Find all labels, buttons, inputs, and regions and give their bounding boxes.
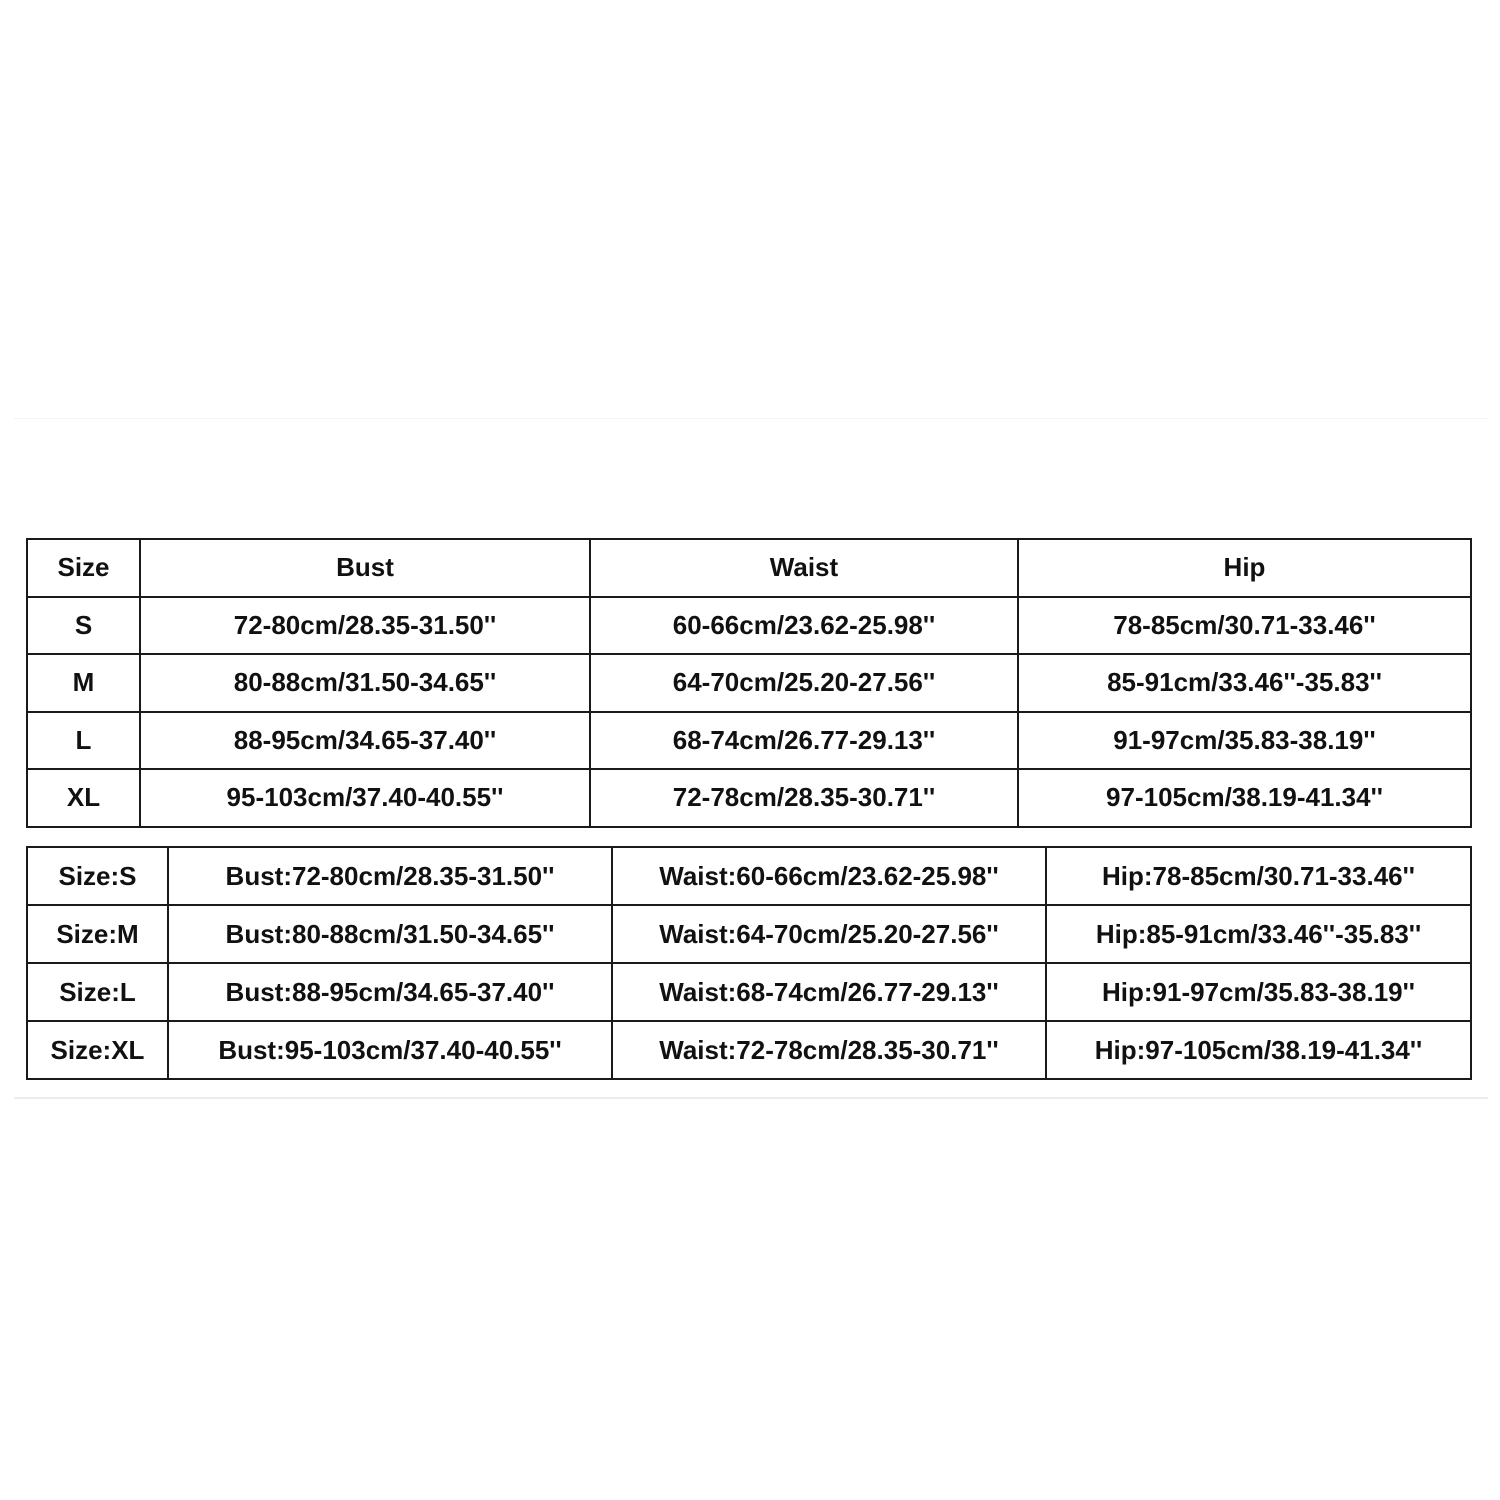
header-waist: Waist (590, 539, 1018, 597)
bust-cell: 72-80cm/28.35-31.50'' (140, 597, 590, 655)
waist-cell: Waist:60-66cm/23.62-25.98'' (612, 847, 1046, 905)
waist-cell: Waist:68-74cm/26.77-29.13'' (612, 963, 1046, 1021)
hip-cell: 78-85cm/30.71-33.46'' (1018, 597, 1471, 655)
table-row (27, 597, 1471, 655)
divider-line (14, 1097, 1488, 1099)
size-cell: Size:M (27, 905, 168, 963)
size-cell: Size:S (27, 847, 168, 905)
bust-cell: Bust:72-80cm/28.35-31.50'' (168, 847, 612, 905)
size-cell: S (27, 597, 140, 655)
table-row (27, 712, 1471, 770)
header-bust: Bust (140, 539, 590, 597)
bust-cell: 95-103cm/37.40-40.55'' (140, 769, 590, 827)
header-size: Size (27, 539, 140, 597)
table-row (27, 654, 1471, 712)
waist-cell: 68-74cm/26.77-29.13'' (590, 712, 1018, 770)
hip-cell: Hip:85-91cm/33.46''-35.83'' (1046, 905, 1471, 963)
waist-cell: 72-78cm/28.35-30.71'' (590, 769, 1018, 827)
waist-cell: Waist:72-78cm/28.35-30.71'' (612, 1021, 1046, 1079)
hip-cell: 91-97cm/35.83-38.19'' (1018, 712, 1471, 770)
bust-cell: 80-88cm/31.50-34.65'' (140, 654, 590, 712)
hip-cell: Hip:97-105cm/38.19-41.34'' (1046, 1021, 1471, 1079)
table-row (27, 847, 1471, 905)
size-cell: L (27, 712, 140, 770)
waist-cell: 64-70cm/25.20-27.56'' (590, 654, 1018, 712)
size-cell: Size:XL (27, 1021, 168, 1079)
bust-cell: Bust:80-88cm/31.50-34.65'' (168, 905, 612, 963)
size-cell: Size:L (27, 963, 168, 1021)
size-cell: XL (27, 769, 140, 827)
size-detail-table (26, 846, 1472, 1080)
bust-cell: Bust:95-103cm/37.40-40.55'' (168, 1021, 612, 1079)
waist-cell: 60-66cm/23.62-25.98'' (590, 597, 1018, 655)
bust-cell: Bust:88-95cm/34.65-37.40'' (168, 963, 612, 1021)
hip-cell: Hip:78-85cm/30.71-33.46'' (1046, 847, 1471, 905)
waist-cell: Waist:64-70cm/25.20-27.56'' (612, 905, 1046, 963)
table-row (27, 1021, 1471, 1079)
table-row (27, 963, 1471, 1021)
size-chart-table (26, 538, 1472, 828)
header-hip: Hip (1018, 539, 1471, 597)
size-cell: M (27, 654, 140, 712)
hip-cell: Hip:91-97cm/35.83-38.19'' (1046, 963, 1471, 1021)
hip-cell: 85-91cm/33.46''-35.83'' (1018, 654, 1471, 712)
bust-cell: 88-95cm/34.65-37.40'' (140, 712, 590, 770)
table-row (27, 905, 1471, 963)
divider-line (14, 418, 1488, 419)
hip-cell: 97-105cm/38.19-41.34'' (1018, 769, 1471, 827)
table-row (27, 769, 1471, 827)
table-header-row (27, 539, 1471, 597)
